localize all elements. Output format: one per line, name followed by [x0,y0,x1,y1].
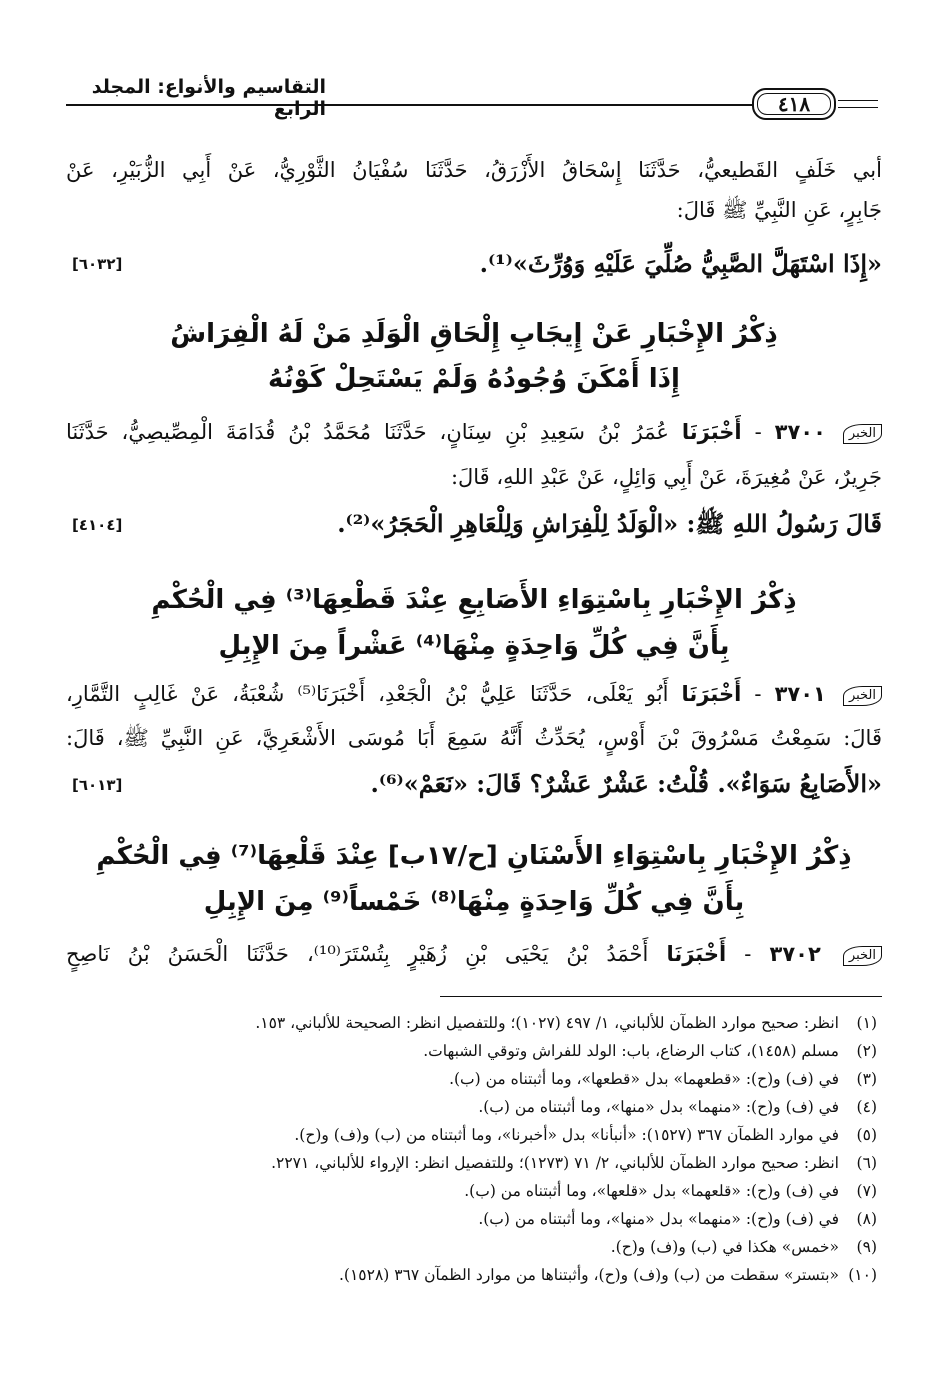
footnote: (١٠)«بتستر» سقطت من (ب) و(ف) و(ح)، وأثبتناها من موارد الظمآن ٣٦٧ (١٥٢٨). [338,1266,877,1284]
footnote: (٢)مسلم (١٤٥٨)، كتاب الرضاع، باب: الولد للفراش وتوقي الشبهات. [423,1042,877,1060]
header-rule [66,104,752,106]
running-header-title: التقاسيم والأنواع: المجلد الرابع [91,76,326,120]
footnote: (٩)«خمس» هكذا في (ب) و(ف) و(ح). [610,1238,877,1256]
akhbarana-label: أَخْبَرَنَا [666,942,727,966]
section-heading: بِأَنَّ فِي كُلِّ وَاحِدَةٍ مِنْهَا⁽⁸⁾ خَمْساً⁽⁹⁾ مِنَ الإِبِلِ [203,887,745,917]
hadith-reference: [٤١٠٤] [72,516,123,534]
section-heading: بِأَنَّ فِي كُلِّ وَاحِدَةٍ مِنْهَا⁽⁴⁾ عَشْراً مِنَ الإِبِلِ [218,631,730,661]
khabar-badge-icon: الخبر [843,946,882,966]
text-line: أبي خَلَفٍ القَطيعيُّ، حَدَّثَنَا إِسْحَاقُ الأَزْرَقُ، حَدَّثَنَا سُفْيَانُ الثَّوْرِيُّ، عَنْ أَبِي الزُّبَيْرِ، عَنْ [66,158,882,182]
footnote: (٣)في (ف) و(ح): «قطعهما» بدل «قطعها»، وما أثبتناه من (ب). [449,1070,877,1088]
hadith-text: «إِذَا اسْتَهَلَّ الصَّبِيُّ صُلِّيَ عَلَيْهِ وَوُرِّثَ»⁽¹⁾. [479,249,882,278]
section-heading: ذِكْرُ الإِخْبَارِ بِاسْتِوَاءِ الأَصَابِعِ عِنْدَ قَطْعِهَا⁽³⁾ فِي الْحُكْمِ [151,585,797,615]
isnad-text: عُمَرُ بْنُ سَعِيدِ بْنِ سِنَانٍ، حَدَّثَنَا مُحَمَّدُ بْنُ قُدَامَةَ الْمِصِّيصِيُّ، حَدَّثَنَا [66,420,669,444]
hadith-number: ٣٧٠١ [774,682,826,706]
footnote: (١)انظر: صحيح موارد الظمآن للألباني، ١/ ٤٩٧ (١٠٢٧)؛ وللتفصيل انظر: الصحيحة للألباني، ١٥٣. [255,1014,877,1032]
hadith-line: الخبر ٣٧٠٢ - أَخْبَرَنَا أَحْمَدُ بْنُ يَحْيَى بْنِ زُهَيْرٍ بِتُسْتَرَ⁽¹⁰⁾، حَدَّثَنَا الْحَسَنُ بْنُ نَاصِحٍ [66,934,882,974]
khabar-badge-icon: الخبر [843,686,882,706]
hadith-text: قَالَ رَسُولُ اللهِ ﷺ: «الْوَلَدُ لِلْفِرَاشِ وَلِلْعَاهِرِ الْحَجَرُ»⁽²⁾. [337,509,882,538]
text-line: جَرِيرٌ، عَنْ مُغِيرَةَ، عَنْ أَبِي وَائِلٍ، عَنْ عَبْدِ اللهِ، قَالَ: [450,465,882,489]
isnad-text: أَبُو يَعْلَى، حَدَّثَنَا عَلِيُّ بْنُ الْجَعْدِ، أَخْبَرَنَا⁽⁵⁾ شُعْبَةُ، عَنْ غَالِبٍ التَّمَّارِ، [66,682,669,706]
hadith-line: الخبر ٣٧٠٠ - أَخْبَرَنَا عُمَرُ بْنُ سَعِيدِ بْنِ سِنَانٍ، حَدَّثَنَا مُحَمَّدُ بْنُ قُدَامَةَ الْمِصِّيصِيُّ، حَدَّثَنَا [66,412,882,452]
section-heading: ذِكْرُ الإِخْبَارِ بِاسْتِوَاءِ الأَسْنَانِ [ح/١٧ب] عِنْدَ قَلْعِهَا⁽⁷⁾ فِي الْحُكْمِ [96,841,852,871]
footnote-separator [440,996,882,997]
header-rule-right-top [838,100,878,101]
akhbarana-label: أَخْبَرَنَا [681,420,742,444]
akhbarana-label: أَخْبَرَنَا [681,682,742,706]
hadith-number: ٣٧٠٢ [769,942,821,966]
header-rule-right-bottom [838,107,878,108]
hadith-line: الخبر ٣٧٠١ - أَخْبَرَنَا أَبُو يَعْلَى، حَدَّثَنَا عَلِيُّ بْنُ الْجَعْدِ، أَخْبَرَنَا⁽⁵⁾ شُعْبَةُ، عَنْ غَالِبٍ التَّمَّارِ، [66,674,882,714]
khabar-badge-icon: الخبر [843,424,882,444]
isnad-text: أَحْمَدُ بْنُ يَحْيَى بْنِ زُهَيْرٍ بِتُسْتَرَ⁽¹⁰⁾، حَدَّثَنَا الْحَسَنُ بْنُ نَاصِحٍ [66,942,649,966]
hadith-reference: [٦٠١٣] [72,776,123,794]
hadith-number: ٣٧٠٠ [774,420,826,444]
hadith-reference: [٦٠٣٢] [72,255,123,273]
section-heading: إِذَا أَمْكَنَ وُجُودُهُ وَلَمْ يَسْتَحِلْ كَوْنُهُ [268,364,680,394]
footnote: (٦)انظر: صحيح موارد الظمآن للألباني، ٢/ ٧١ (١٢٧٣)؛ وللتفصيل انظر: الإرواء للألباني، ٢٢٧١. [271,1154,877,1172]
page-number: ٤١٨ [777,92,811,116]
footnote: (٨)في (ف) و(ح): «منهما» بدل «منها»، وما أثبتناه من (ب). [478,1210,877,1228]
hadith-text: «الأَصَابِعُ سَوَاءٌ». قُلْتُ: عَشْرٌ عَشْرٌ؟ قَالَ: «نَعَمْ»⁽⁶⁾. [370,769,882,798]
footnote: (٤)في (ف) و(ح): «منهما» بدل «منها»، وما أثبتناه من (ب). [478,1098,877,1116]
text-line: قَالَ: سَمِعْتُ مَسْرُوقَ بْنَ أَوْسٍ، يُحَدِّثُ أَنَّهُ سَمِعَ أَبَا مُوسَى الأَشْعَرِيَّ، عَنِ النَّبِيِّ ﷺ، قَالَ: [66,726,882,750]
text-line: جَابِرٍ، عَنِ النَّبِيِّ ﷺ قَالَ: [676,198,882,222]
footnote: (٥)في موارد الظمآن ٣٦٧ (١٥٢٧): «أنبأنا» بدل «أخبرنا»، وما أثبتناه من (ب) و(ف) و(ح). [294,1126,877,1144]
footnote: (٧)في (ف) و(ح): «قلعهما» بدل «قلعها»، وما أثبتناه من (ب). [464,1182,877,1200]
section-heading: ذِكْرُ الإِخْبَارِ عَنْ إِيجَابِ إِلْحَاقِ الْوَلَدِ مَنْ لَهُ الْفِرَاشُ [170,319,778,349]
